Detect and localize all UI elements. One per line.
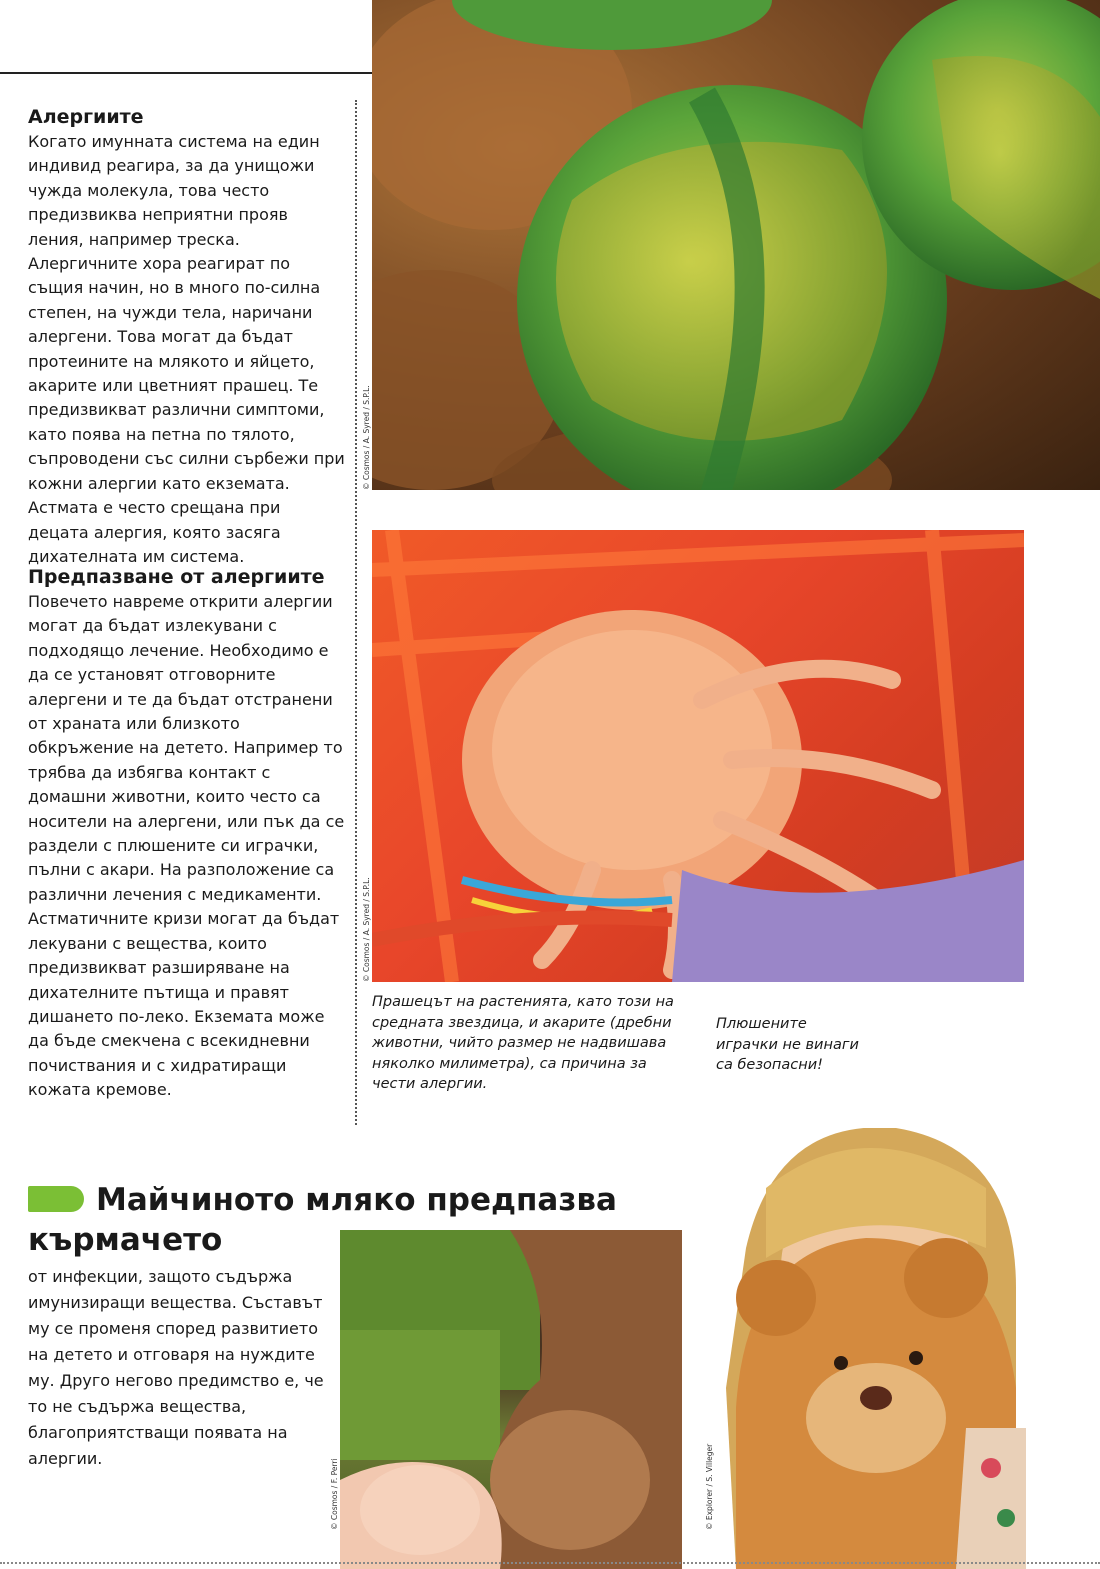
mite-caption: Прашецът на растенията, като този на средната звездица, и акарите (дребни животни, чийто размер не надвишава няколко милиметра), са причина за чести алергии. [372, 994, 674, 1092]
breastfeeding-illustration [340, 1230, 682, 1569]
dust-mite-illustration [372, 530, 1024, 982]
section-prevention [28, 566, 346, 1103]
milk-heading-line2: кърмачето [28, 1222, 223, 1258]
child-caption: Плюшените играчки не винаги са безопасни! [716, 1016, 859, 1073]
section-body-prevention: Повечето навреме открити алергии могат да бъдат излекувани с подходящо лечение. Необходимо е да се установят отговорните алергени и те да бъдат отстранени от храната или близкото обкръжение на детето. Например то трябва да избягва контакт с домашни животни, които често са носители на алергени, или пък да се раздели с плюшените си играчки, пълни с акари. На разположение са различни лечения с медикаменти. Астматичните кризи могат да бъдат лекувани с вещества, които предизвикват разширяване на дихателните пътища и правят дишането по-леко. Екземата може да бъде смекчена с всекидневни почиствания и с хидратиращи кожата кремове. [28, 592, 345, 1100]
child-teddy-photo [716, 1128, 1026, 1569]
section-heading-allergies: Алергиите [28, 106, 144, 128]
section-body-allergies: Когато имунната система на един индивид реагира, за да унищожи чужда молекула, това често предизвиква неприятни прояв ления, например треска. Алергичните хора реагират по същия начин, но в много по-силна степен, на чужди тела, наричани алергени. Това могат да бъдат протеините на млякото и яйцето, акарите или цветният прашец. Те предизвикват различни симптоми, като поява на петна по тялото, съпроводени със силни сърбежи при кожни алергии като екземата. Астмата е често срещана при децата алергия, която засяга дихателната им система. [28, 132, 345, 566]
dust-mite-photo [372, 530, 1024, 982]
top-rule [0, 72, 372, 74]
child-teddy-illustration [716, 1128, 1026, 1569]
milk-heading-line1: Майчиното мляко предпазва [96, 1182, 617, 1218]
mite-credit: © Cosmos / A. Syred / S.P.L. [362, 877, 371, 982]
pollen-credit: © Cosmos / A. Syred / S.P.L. [362, 385, 371, 490]
bottom-dotted-rule [0, 1562, 1100, 1564]
pollen-illustration [372, 0, 1100, 490]
child-credit: © Explorer / S. Villeger [705, 1443, 714, 1530]
column-divider [355, 100, 357, 1125]
baby-credit: © Cosmos / F. Perri [330, 1458, 339, 1530]
milk-body: от инфекции, защото съдържа имунизиращи вещества. Съставът му се променя според развитието на детето и отговаря на нуждите му. Друго негово предимство е, че то не съдържа вещества, благоприятстващи появата на алергии. [28, 1267, 324, 1468]
pollen-photo [372, 0, 1100, 490]
section-allergies [28, 106, 346, 569]
milk-heading [28, 1180, 648, 1260]
section-heading-prevention: Предпазване от алергиите [28, 566, 325, 588]
breastfeeding-photo [340, 1230, 682, 1569]
